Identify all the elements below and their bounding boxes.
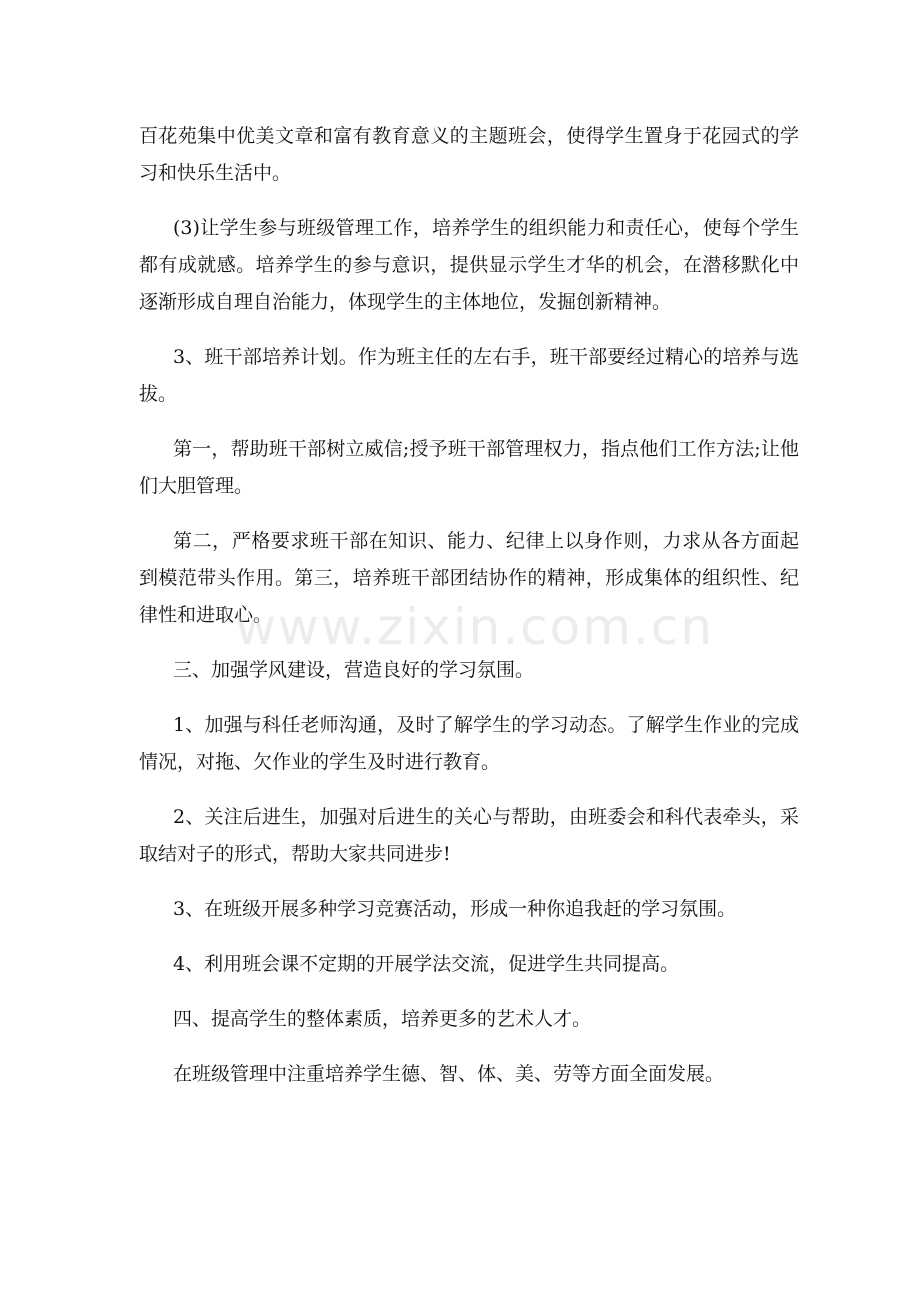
- document-body: [139, 118, 799, 1111]
- paragraph-1: 百花苑集中优美文章和富有教育意义的主题班会，使得学生置身于花园式的学习和快乐生活中。: [139, 125, 799, 184]
- paragraph-6: 三、加强学风建设，营造良好的学习氛围。: [173, 659, 535, 681]
- paragraph-7: 1、加强与科任老师沟通，及时了解学生的学习动态。了解学生作业的完成情况，对拖、欠作业的学生及时进行教育。: [139, 714, 799, 773]
- watermark: www.zixin.com.cn: [235, 598, 715, 656]
- paragraph-11: 四、提高学生的整体素质，培养更多的艺术人才。: [173, 1008, 592, 1030]
- paragraph-8: 2、关注后进生，加强对后进生的关心与帮助，由班委会和科代表牵头，采取结对子的形式，帮助大家共同进步!: [139, 806, 799, 865]
- paragraph-4: 第一，帮助班干部树立威信;授予班干部管理权力，指点他们工作方法;让他们大胆管理。: [139, 438, 799, 497]
- paragraph-12: 在班级管理中注重培养学生德、智、体、美、劳等方面全面发展。: [173, 1063, 725, 1085]
- paragraph-5: 第二，严格要求班干部在知识、能力、纪律上以身作则，力求从各方面起到模范带头作用。第三，培养班干部团结协作的精神，形成集体的组织性、纪律性和进取心。: [139, 530, 799, 626]
- paragraph-3: 3、班干部培养计划。作为班主任的左右手，班干部要经过精心的培养与选拔。: [139, 346, 799, 405]
- paragraph-10: 4、利用班会课不定期的开展学法交流，促进学生共同提高。: [173, 953, 680, 975]
- paragraph-9: 3、在班级开展多种学习竞赛活动，形成一种你追我赶的学习氛围。: [173, 898, 737, 920]
- paragraph-2: (3)让学生参与班级管理工作，培养学生的组织能力和责任心，使每个学生都有成就感。培养学生的参与意识，提供显示学生才华的机会，在潜移默化中逐渐形成自理自治能力，体现学生的主体地位，发掘创新精神。: [139, 217, 799, 313]
